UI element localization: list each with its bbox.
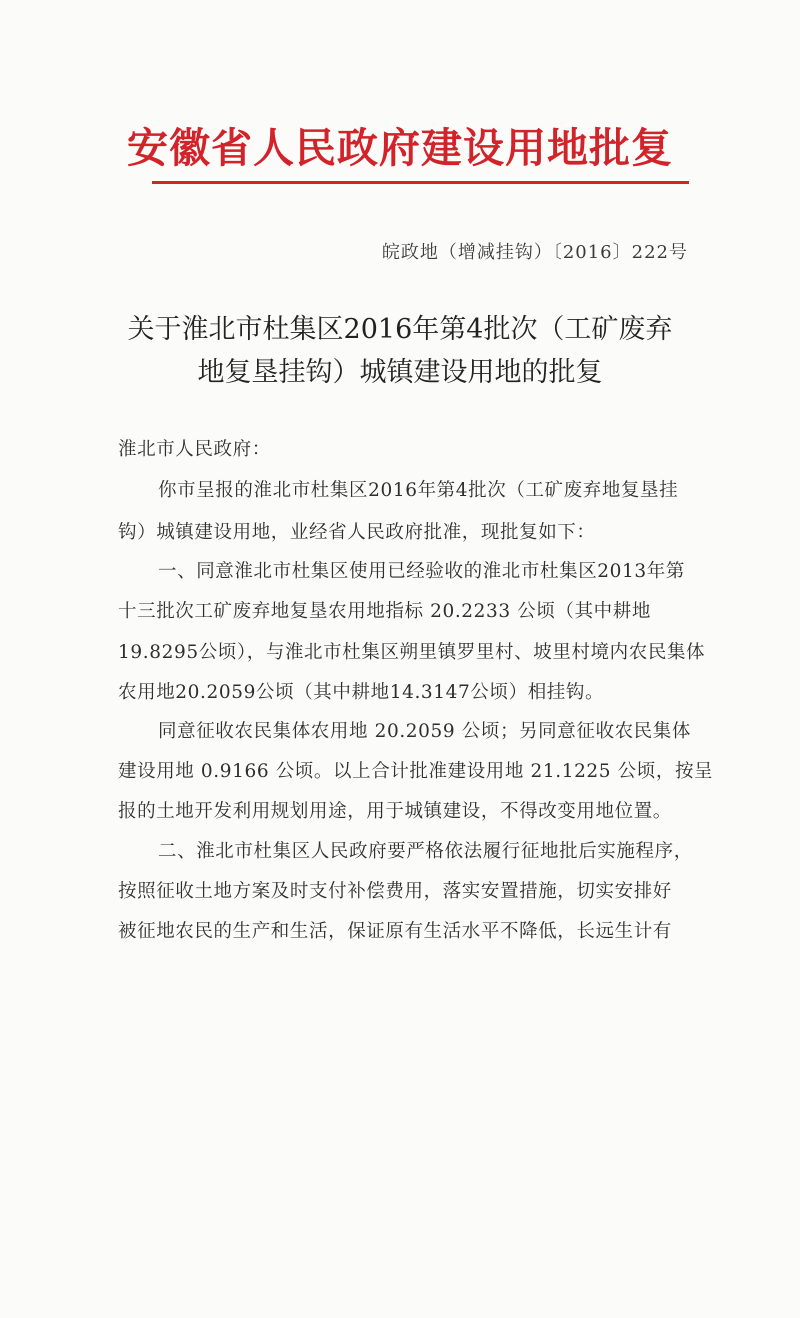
body-line-12: 被征地农民的生产和生活，保证原有生活水平不降低，长远生计有	[118, 921, 672, 942]
body-line-11: 按照征收土地方案及时支付补偿费用，落实安置措施，切实安排好	[118, 881, 672, 902]
document-title-line-1: 关于淮北市杜集区2016年第4批次（工矿废弃	[127, 314, 673, 345]
body-line-10: 二、淮北市杜集区人民政府要严格依法履行征地批后实施程序，	[158, 841, 693, 862]
document-title-line-2: 地复垦挂钩）城镇建设用地的批复	[197, 357, 603, 388]
body-line-6: 农用地20.2059公顷（其中耕地14.3147公顷）相挂钩。	[118, 682, 605, 703]
body-line-7: 同意征收农民集体农用地 20.2059 公顷；另同意征收农民集体	[158, 721, 691, 742]
document-header-title: 安徽省人民政府建设用地批复	[127, 124, 673, 172]
document-number: 皖政地（增减挂钩）〔2016〕222号	[381, 242, 688, 263]
addressee: 淮北市人民政府：	[118, 439, 271, 460]
header-red-rule	[152, 181, 689, 184]
body-line-4: 十三批次工矿废弃地复垦农用地指标 20.2233 公顷（其中耕地	[118, 601, 651, 622]
body-line-8: 建设用地 0.9166 公顷。以上合计批准建设用地 21.1225 公顷，按呈	[118, 761, 714, 782]
body-line-2: 钩）城镇建设用地，业经省人民政府批准，现批复如下：	[118, 522, 596, 543]
body-line-3: 一、同意淮北市杜集区使用已经验收的淮北市杜集区2013年第	[158, 561, 685, 582]
body-line-1: 你市呈报的淮北市杜集区2016年第4批次（工矿废弃地复垦挂	[158, 480, 679, 501]
body-line-5: 19.8295公顷），与淮北市杜集区朔里镇罗里村、坡里村境内农民集体	[118, 642, 706, 663]
body-line-9: 报的土地开发利用规划用途，用于城镇建设，不得改变用地位置。	[118, 801, 672, 822]
